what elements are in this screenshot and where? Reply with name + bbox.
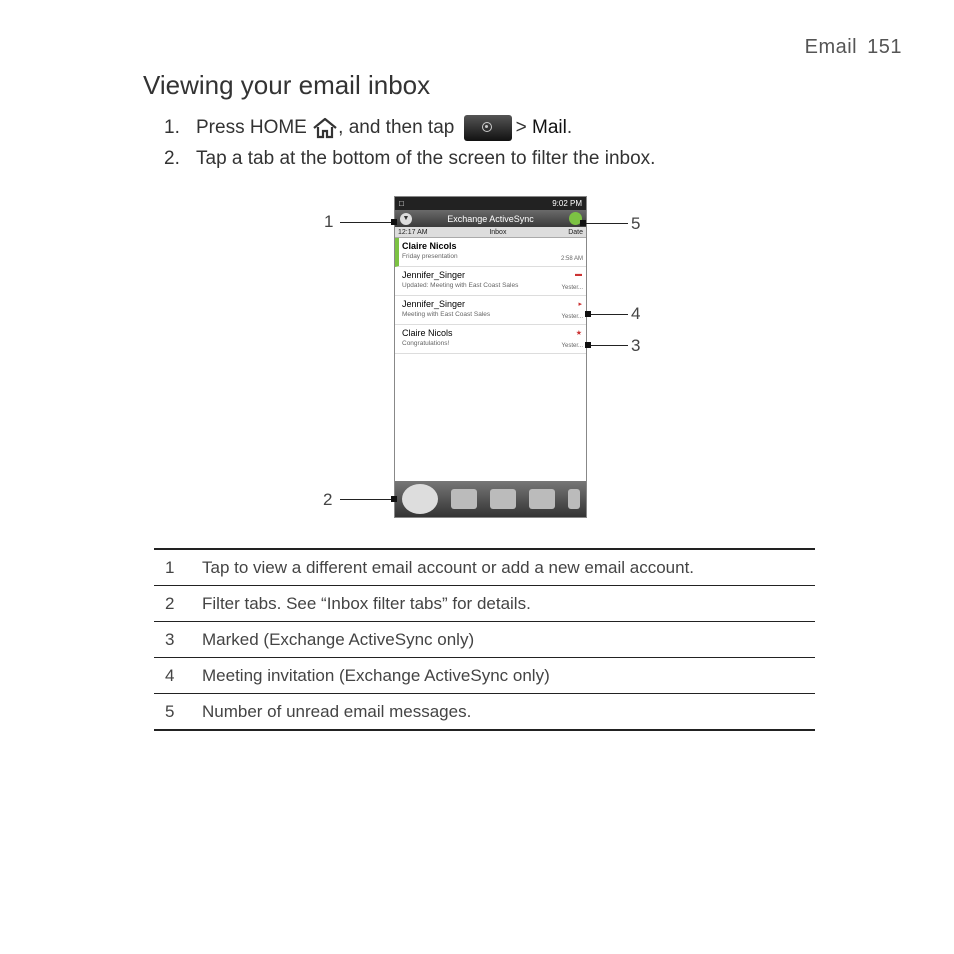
mail-time: Yester... <box>561 343 583 349</box>
step-1 <box>164 115 572 141</box>
marked-icon: ★ <box>575 330 582 337</box>
step-text: Tap a tab at the bottom of the screen to filter the inbox. <box>196 148 656 169</box>
list-item <box>395 296 586 325</box>
table-row <box>154 622 815 658</box>
inbox-title: Inbox <box>489 228 507 236</box>
mail-sender: Jennifer_Singer <box>402 270 466 280</box>
callout-line <box>581 223 628 224</box>
list-item <box>395 238 586 267</box>
callout-legend-table <box>154 548 815 731</box>
callout-marker <box>391 219 397 225</box>
callout-marker <box>585 311 591 317</box>
table-row <box>154 658 815 694</box>
callout-line <box>587 345 628 346</box>
callout-marker <box>580 220 586 226</box>
mail-sender: Claire Nicols <box>402 328 453 338</box>
callout-label-5: 5 <box>631 214 641 233</box>
meeting-invitation-icon: ▸ <box>578 301 582 308</box>
mail-app-label: Mail <box>532 117 567 139</box>
callout-label-4: 4 <box>631 304 641 323</box>
callout-line <box>340 499 394 500</box>
callout-number: 1 <box>165 557 175 577</box>
callout-marker <box>391 496 397 502</box>
callout-line <box>340 222 394 223</box>
callout-description: Tap to view a different email account or add a new email account. <box>202 557 695 577</box>
callout-label-3: 3 <box>631 336 641 355</box>
callout-label-2: 2 <box>323 490 333 509</box>
mail-time: Yester... <box>561 285 583 291</box>
step-text: > <box>515 117 527 139</box>
page-header <box>805 36 902 59</box>
unread-tab-icon[interactable] <box>529 489 555 509</box>
phone-screenshot <box>394 196 587 518</box>
step-number: 1. <box>164 117 180 139</box>
callout-description: Number of unread email messages. <box>202 701 472 721</box>
step-text: , and then tap <box>338 117 455 139</box>
conversation-tab-icon[interactable] <box>451 489 477 509</box>
page-number: 151 <box>867 36 902 58</box>
account-dropdown-icon[interactable]: ▼ <box>400 213 412 225</box>
callout-description: Filter tabs. See “Inbox filter tabs” for details. <box>202 593 531 613</box>
inbox-subheader <box>395 227 586 238</box>
mail-subject: Congratulations! <box>402 340 450 347</box>
vip-tab-icon[interactable] <box>490 489 516 509</box>
page-title: Viewing your email inbox <box>143 70 431 100</box>
mail-subject: Updated: Meeting with East Coast Sales <box>402 282 519 289</box>
callout-description: Meeting invitation (Exchange ActiveSync only) <box>202 665 550 685</box>
step-2 <box>164 148 655 170</box>
sync-time: 12:17 AM <box>398 228 428 236</box>
home-icon <box>312 117 338 139</box>
mail-sender: Claire Nicols <box>402 241 457 251</box>
launch-bar-button-icon <box>464 115 512 141</box>
notification-icon: □ <box>399 199 404 208</box>
callout-label-1: 1 <box>324 212 334 231</box>
step-number: 2. <box>164 148 180 169</box>
callout-marker <box>585 342 591 348</box>
step-text: . <box>566 117 573 139</box>
mail-subject: Friday presentation <box>402 253 458 260</box>
filter-tabs <box>395 481 586 517</box>
account-name: Exchange ActiveSync <box>447 213 534 224</box>
status-time: 9:02 PM <box>552 199 582 208</box>
callout-number: 2 <box>165 593 175 613</box>
sort-label: Date <box>568 228 583 236</box>
list-item <box>395 267 586 296</box>
account-bar <box>395 210 586 227</box>
table-row <box>154 550 815 586</box>
flagged-tab-icon[interactable] <box>568 489 580 509</box>
callout-number: 5 <box>165 701 175 721</box>
step-text: Press HOME <box>196 117 307 139</box>
list-item <box>395 325 586 354</box>
mail-time: 2:58 AM <box>560 256 583 262</box>
mail-time: Yester... <box>561 314 583 320</box>
table-row <box>154 586 815 622</box>
callout-description: Marked (Exchange ActiveSync only) <box>202 629 475 649</box>
status-bar <box>395 197 586 210</box>
inbox-tab-icon[interactable] <box>402 484 438 514</box>
callout-number: 3 <box>165 629 175 649</box>
mail-sender: Jennifer_Singer <box>402 299 466 309</box>
callout-number: 4 <box>165 665 175 685</box>
mail-subject: Meeting with East Coast Sales <box>402 311 491 318</box>
section-name: Email <box>804 36 858 58</box>
calendar-icon: ▬ <box>575 271 582 278</box>
table-row <box>154 694 815 729</box>
callout-line <box>587 314 628 315</box>
